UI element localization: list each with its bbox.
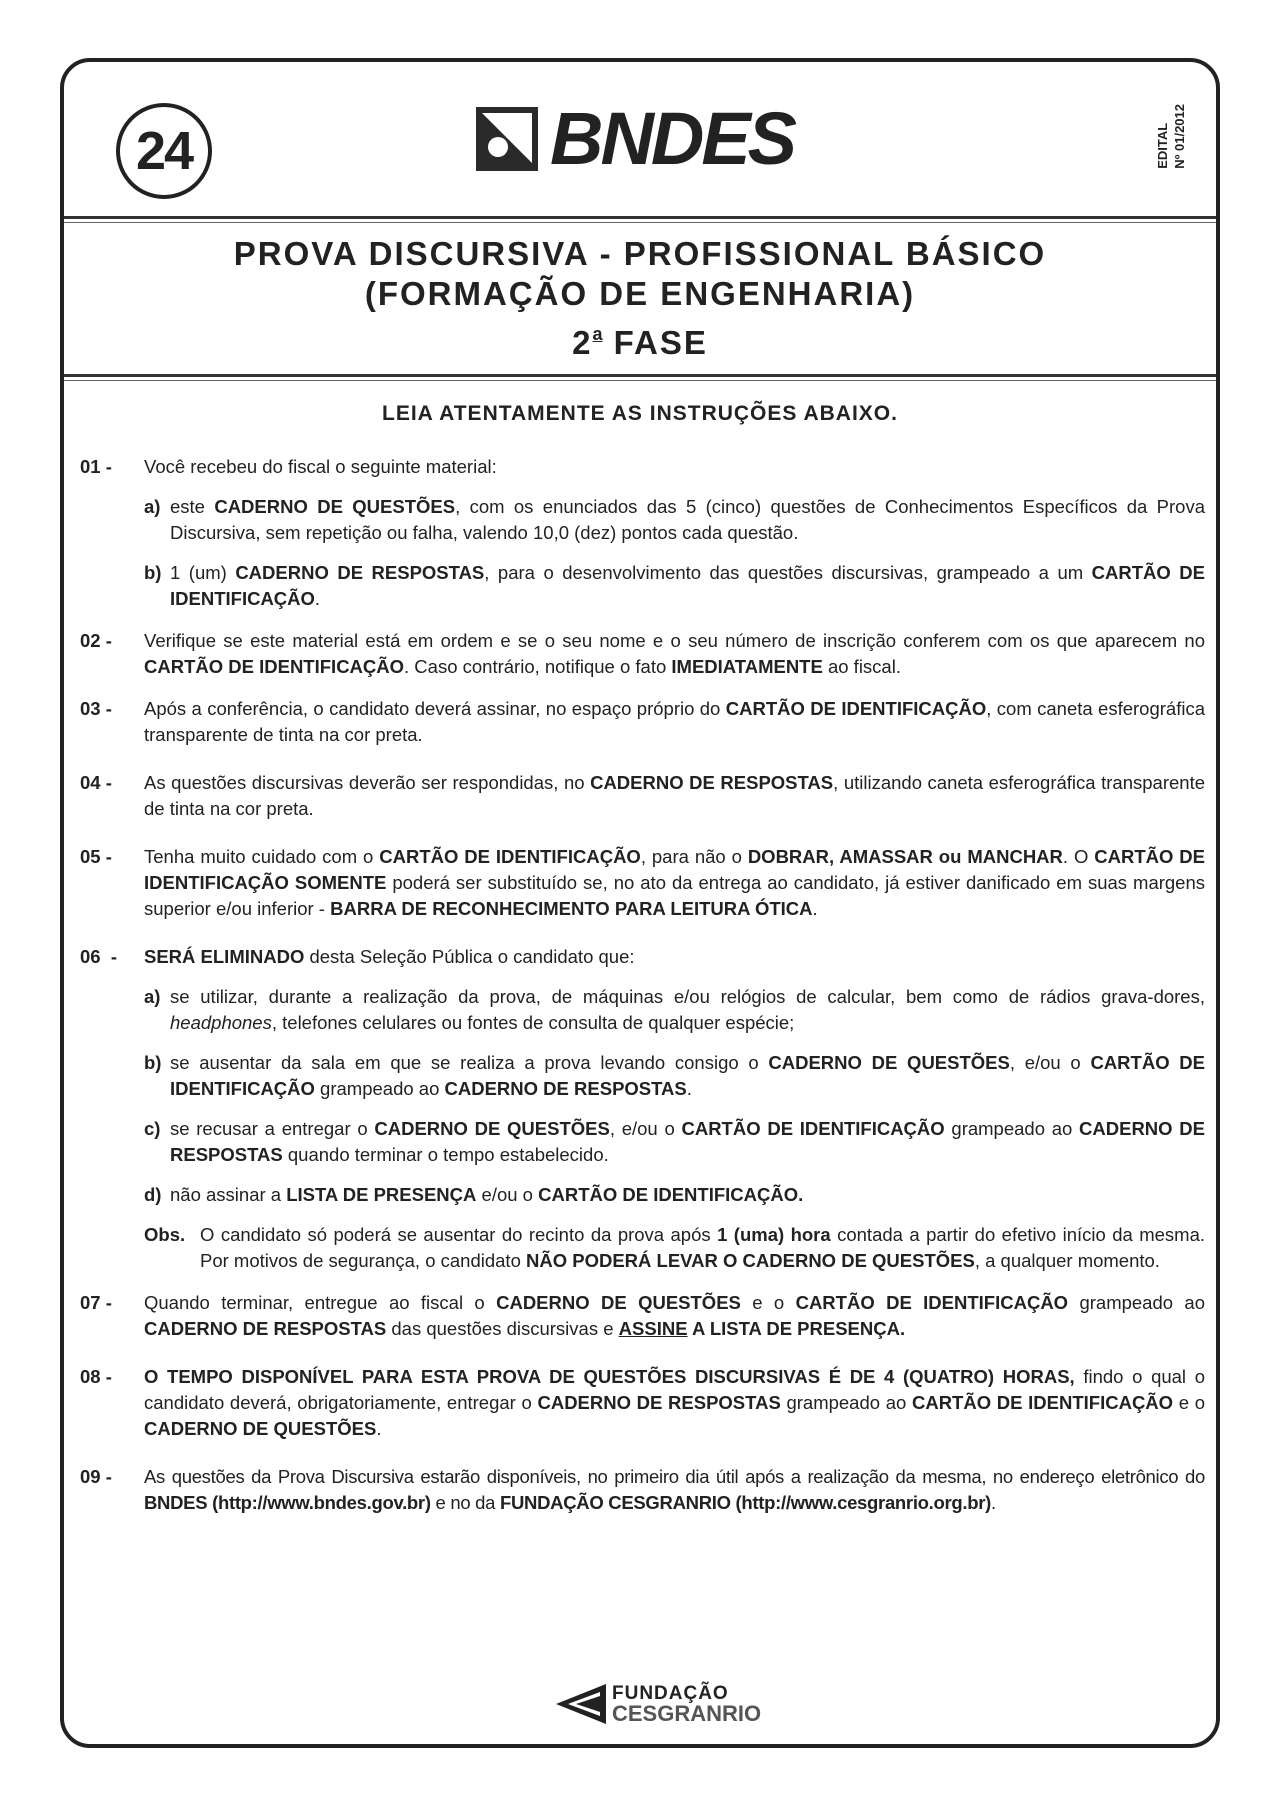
- bold-text: CADERNO DE QUESTÕES: [768, 1052, 1010, 1073]
- sub-text: [170, 984, 1205, 1036]
- sub-label: b): [144, 562, 162, 583]
- italic-text: headphones: [170, 1012, 272, 1033]
- text: grampeado ao: [314, 1078, 445, 1099]
- title-line3: [64, 314, 1216, 363]
- exam-cover-frame: [60, 58, 1220, 1748]
- instruction-06a: [144, 984, 1205, 1036]
- text: .: [314, 588, 321, 609]
- instruction-06d: [144, 1182, 1205, 1208]
- bold-text: CADERNO DE RESPOSTAS: [590, 772, 834, 793]
- instruction-number: 08 -: [80, 1366, 112, 1387]
- bold-text: DOBRAR, AMASSAR ou MANCHAR: [747, 846, 1063, 867]
- text: As questões discursivas deverão ser respondidas, no: [144, 772, 591, 793]
- text: . O: [1062, 846, 1095, 867]
- text: grampeado ao: [780, 1392, 912, 1413]
- text: e o: [1173, 1392, 1205, 1413]
- cesgranrio-logo: [554, 1682, 761, 1726]
- bold-text: BARRA DE RECONHECIMENTO PARA LEITURA ÓTICA: [330, 898, 813, 919]
- sub-label: a): [144, 496, 161, 517]
- bold-text: CARTÃO DE IDENTIFICAÇÃO.: [538, 1184, 804, 1205]
- instruction-number: 03 -: [80, 698, 112, 719]
- instruction-number: 02 -: [80, 630, 112, 651]
- text: .: [376, 1418, 382, 1439]
- bold-text: CADERNO DE RESPOSTAS: [235, 562, 485, 583]
- obs-text: [200, 1222, 1205, 1274]
- bold-text: CARTÃO DE IDENTIFICAÇÃO: [379, 846, 641, 867]
- bold-text: CADERNO DE QUESTÕES: [144, 1418, 377, 1439]
- logo-line1: FUNDAÇÃO: [612, 1683, 729, 1704]
- bold-text: CADERNO DE RESPOSTAS: [537, 1392, 781, 1413]
- bold-text: SERÁ ELIMINADO: [144, 946, 305, 967]
- exam-number-badge: [116, 103, 212, 199]
- phase-label: FASE: [602, 324, 708, 361]
- bold-text: 1 (uma) hora: [717, 1224, 831, 1245]
- instruction-08: [80, 1364, 1205, 1442]
- instruction-number: 05 -: [80, 846, 112, 867]
- bold-text: O TEMPO DISPONÍVEL PARA ESTA PROVA DE QUESTÕES DISCURSIVAS É DE 4 (QUATRO) HORAS,: [144, 1366, 1075, 1387]
- text: quando terminar o tempo estabelecido.: [282, 1144, 609, 1165]
- instruction-text: [144, 696, 1205, 748]
- text: , telefones celulares ou fontes de consulta de qualquer espécie;: [271, 1012, 795, 1033]
- instruction-text: [144, 1364, 1205, 1442]
- instructions-heading: LEIA ATENTAMENTE AS INSTRUÇÕES ABAIXO.: [382, 402, 898, 425]
- bold-text: CARTÃO DE IDENTIFICAÇÃO: [795, 1292, 1069, 1313]
- instruction-text: [144, 628, 1205, 680]
- instruction-09: [80, 1464, 1205, 1516]
- instruction-number: 01 -: [80, 456, 112, 477]
- instruction-number: 07 -: [80, 1292, 112, 1313]
- instruction-text: [144, 1464, 1205, 1516]
- text: ao fiscal.: [822, 656, 901, 677]
- text: Você recebeu do fiscal o seguinte material:: [144, 456, 497, 477]
- instruction-number: 09 -: [80, 1466, 112, 1487]
- bndes-logo-mark-icon: [476, 107, 538, 171]
- header-divider: [64, 216, 1216, 219]
- instruction-06: [80, 944, 1205, 1274]
- text: , para o desenvolvimento das questões discursivas, grampeado a um: [484, 562, 1092, 583]
- text: findo o qual o candidato deverá, obrigatoriamente, entregar o: [144, 1366, 1205, 1413]
- instruction-01a: [144, 494, 1205, 546]
- bold-text: FUNDAÇÃO CESGRANRIO (http://www.cesgranrio.org.br): [500, 1492, 992, 1513]
- text: se utilizar, durante a realização da prova, de máquinas e/ou relógios de calcular, bem como de rádios grava-dores,: [170, 986, 1205, 1007]
- text: contada a partir do efetivo início da mesma. Por motivos de segurança, o candidato: [200, 1224, 1205, 1271]
- instruction-03: [80, 696, 1205, 748]
- phase-ordinal: a: [592, 324, 603, 344]
- instruction-06c: [144, 1116, 1205, 1168]
- bold-text: BNDES (http://www.bndes.gov.br): [144, 1492, 431, 1513]
- sub-text: [170, 560, 1205, 612]
- sub-label: c): [144, 1118, 161, 1139]
- bold-text: CADERNO DE QUESTÕES: [496, 1292, 741, 1313]
- instruction-01b: [144, 560, 1205, 612]
- bold-text: CARTÃO DE IDENTIFICAÇÃO: [681, 1118, 945, 1139]
- logo-line2: CESGRANRIO: [612, 1701, 762, 1726]
- title-line2: (FORMAÇÃO DE ENGENHARIA): [364, 275, 916, 312]
- text: , e/ou o: [609, 1118, 682, 1139]
- instruction-07: [80, 1290, 1205, 1342]
- bold-text: CARTÃO DE IDENTIFICAÇÃO: [144, 656, 405, 677]
- text: , com os enunciados das 5 (cinco) questões de Conhecimentos Específicos da Prova Discursiva, sem repetição ou falha, valendo 10,0 (dez) pontos cada questão.: [170, 496, 1205, 543]
- bold-text: NÃO PODERÁ LEVAR O CADERNO DE QUESTÕES: [526, 1250, 975, 1271]
- sub-text: [170, 494, 1205, 546]
- text: não assinar a: [170, 1184, 287, 1205]
- instruction-number: 06 -: [80, 946, 118, 967]
- text: As questões da Prova Discursiva estarão disponíveis, no primeiro dia útil após a realização da mesma, no endereço eletrônico do: [144, 1466, 1205, 1487]
- text: se ausentar da sala em que se realiza a prova levando consigo o: [170, 1052, 769, 1073]
- cesgranrio-logo-text: [612, 1684, 761, 1724]
- text: O candidato só poderá se ausentar do recinto da prova após: [200, 1224, 718, 1245]
- text: se recusar a entregar o: [170, 1118, 375, 1139]
- text: poderá ser substituído se, no ato da entrega ao candidato, já estiver danificado em suas margens superior e/ou inferior -: [144, 872, 1206, 919]
- text: desta Seleção Pública o candidato que:: [304, 946, 635, 967]
- edital-line1: EDITAL: [1155, 122, 1170, 169]
- title-divider: [64, 374, 1216, 377]
- text: Quando terminar, entregue ao fiscal o: [144, 1292, 497, 1313]
- exam-title: [64, 234, 1216, 363]
- text: , e/ou o: [1009, 1052, 1091, 1073]
- sub-text: [170, 1116, 1205, 1168]
- title-divider-thin: [64, 380, 1216, 381]
- text: das questões discursivas e: [386, 1318, 619, 1339]
- text: , utilizando caneta esferográfica transparente de tinta na cor preta.: [144, 772, 1205, 819]
- text: 1 (um): [170, 562, 236, 583]
- cesgranrio-arrow-icon: [554, 1682, 608, 1726]
- bold-text: CADERNO DE RESPOSTAS: [170, 1118, 1205, 1165]
- bold-text: CADERNO DE RESPOSTAS: [144, 1318, 387, 1339]
- bndes-logo: [476, 97, 795, 180]
- instruction-04: [80, 770, 1205, 822]
- instructions-list: [80, 454, 1205, 1516]
- obs-label: Obs.: [144, 1224, 186, 1245]
- sub-label: b): [144, 1052, 162, 1073]
- text: Após a conferência, o candidato deverá assinar, no espaço próprio do: [144, 698, 726, 719]
- instruction-02: [80, 628, 1205, 680]
- bold-text: CARTÃO DE IDENTIFICAÇÃO SOMENTE: [144, 846, 1206, 893]
- title-line1: PROVA DISCURSIVA - PROFISSIONAL BÁSICO: [233, 235, 1047, 272]
- text: .: [812, 898, 818, 919]
- text: , para não o: [640, 846, 748, 867]
- phase-number: 2: [572, 324, 593, 361]
- bold-text: CADERNO DE RESPOSTAS: [444, 1078, 687, 1099]
- text: grampeado ao: [1068, 1292, 1205, 1313]
- instruction-text: [144, 944, 1205, 1274]
- instruction-text: [144, 770, 1205, 822]
- bold-text: LISTA DE PRESENÇA: [286, 1184, 477, 1205]
- text: .: [991, 1492, 996, 1513]
- text: . Caso contrário, notifique o fato: [404, 656, 672, 677]
- bold-text: CADERNO DE QUESTÕES: [214, 496, 456, 517]
- sub-label: a): [144, 986, 161, 1007]
- text: este: [170, 496, 215, 517]
- sub-text: [170, 1182, 1205, 1208]
- text: e/ou o: [476, 1184, 539, 1205]
- text: grampeado ao: [944, 1118, 1080, 1139]
- instruction-01: [80, 454, 1205, 612]
- text: , a qualquer momento.: [974, 1250, 1160, 1271]
- bold-text: IMEDIATAMENTE: [671, 656, 823, 677]
- edital-label: [1154, 104, 1188, 169]
- observation-note: [144, 1222, 1205, 1274]
- text: Verifique se este material está em ordem e se o seu nome e o seu número de inscrição conferem com os que aparecem no: [144, 630, 1205, 651]
- bold-text: CARTÃO DE IDENTIFICAÇÃO: [170, 1052, 1205, 1099]
- exam-number: 24: [135, 121, 193, 181]
- bold-text: CADERNO DE QUESTÕES: [374, 1118, 610, 1139]
- text: , com caneta esferográfica transparente de tinta na cor preta.: [144, 698, 1205, 745]
- instruction-text: [144, 844, 1205, 922]
- cover-header: [64, 62, 1216, 220]
- instruction-06b: [144, 1050, 1205, 1102]
- text: .: [686, 1078, 692, 1099]
- instruction-05: [80, 844, 1205, 922]
- bold-text: CARTÃO DE IDENTIFICAÇÃO: [170, 562, 1205, 609]
- text: e o: [740, 1292, 796, 1313]
- sub-text: [170, 1050, 1205, 1102]
- instruction-text: [144, 1290, 1205, 1342]
- instruction-text: [144, 454, 1205, 612]
- sub-label: d): [144, 1184, 162, 1205]
- header-divider-thin: [64, 222, 1216, 223]
- bold-text: CARTÃO DE IDENTIFICAÇÃO: [725, 698, 987, 719]
- bold-text: A LISTA DE PRESENÇA.: [687, 1318, 906, 1339]
- bold-text: CARTÃO DE IDENTIFICAÇÃO: [911, 1392, 1174, 1413]
- instruction-number: 04 -: [80, 772, 112, 793]
- underlined-bold-text: ASSINE: [618, 1318, 688, 1339]
- text: Tenha muito cuidado com o: [144, 846, 380, 867]
- edital-line2: Nº 01/2012: [1172, 104, 1187, 169]
- text: e no da: [430, 1492, 500, 1513]
- bndes-logo-text: BNDES: [550, 97, 795, 180]
